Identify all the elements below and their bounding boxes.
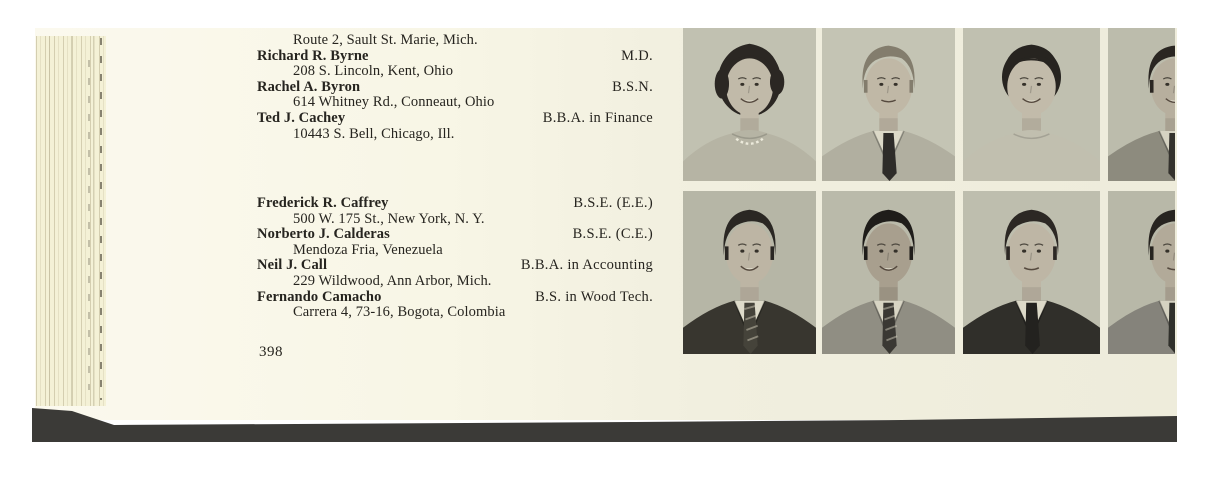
portrait-photo: [822, 191, 955, 354]
entry-address: 229 Wildwood, Ann Arbor, Mich.: [293, 272, 492, 289]
page-number: 398: [259, 344, 283, 360]
entry-address: 614 Whitney Rd., Conneaut, Ohio: [293, 94, 495, 111]
entry-address: 208 S. Lincoln, Kent, Ohio: [293, 63, 454, 80]
directory-entry: [257, 290, 653, 306]
directory-entry: [257, 80, 653, 96]
page-edge-line: [88, 60, 90, 390]
entry-name: Rachel A. Byron: [257, 78, 361, 95]
entry-name: Frederick R. Caffrey: [257, 195, 389, 211]
portrait-photo: [963, 28, 1100, 181]
portrait-photo: [1108, 191, 1175, 354]
portrait-photo: [683, 28, 816, 181]
page-edge-line: [100, 38, 102, 400]
entry-name: Neil J. Call: [257, 257, 328, 274]
portrait-photo: [1108, 28, 1175, 181]
entry-name: Norberto J. Calderas: [257, 226, 390, 243]
directory-entry: [257, 227, 653, 243]
portrait-photo: [963, 191, 1100, 354]
directory-block-1: [257, 33, 653, 142]
entry-address: Mendoza Fria, Venezuela: [293, 241, 443, 258]
book-bottom-edge-shape: [32, 408, 1177, 442]
entry-degree: M.D.: [621, 47, 653, 64]
entry-address: Carrera 4, 73-16, Bogota, Colombia: [293, 304, 506, 321]
book-page-edges: [36, 36, 106, 406]
directory-entry: [257, 258, 653, 274]
entry-degree: B.S.E. (C.E.): [572, 226, 653, 243]
directory-block-2: [257, 196, 653, 321]
book-bottom-edge: [32, 403, 1178, 445]
entry-degree: B.B.A. in Finance: [542, 109, 653, 126]
directory-entry: [257, 196, 653, 212]
entry-name: Richard R. Byrne: [257, 47, 369, 64]
entry-degree: B.B.A. in Accounting: [520, 257, 653, 274]
entry-name: Fernando Camacho: [257, 288, 382, 305]
entry-address: 10443 S. Bell, Chicago, Ill.: [293, 125, 455, 142]
entry-address: Route 2, Sault St. Marie, Mich.: [293, 32, 478, 48]
entry-degree: B.S.N.: [612, 78, 653, 95]
entry-degree: B.S.E. (E.E.): [573, 195, 653, 211]
entry-name: Ted J. Cachey: [257, 109, 346, 126]
directory-entry: [257, 49, 653, 65]
entry-address: 500 W. 175 St., New York, N. Y.: [293, 210, 485, 227]
portrait-photo: [822, 28, 955, 181]
portrait-photo: [683, 191, 816, 354]
entry-degree: B.S. in Wood Tech.: [535, 288, 653, 305]
directory-entry: [257, 111, 653, 127]
